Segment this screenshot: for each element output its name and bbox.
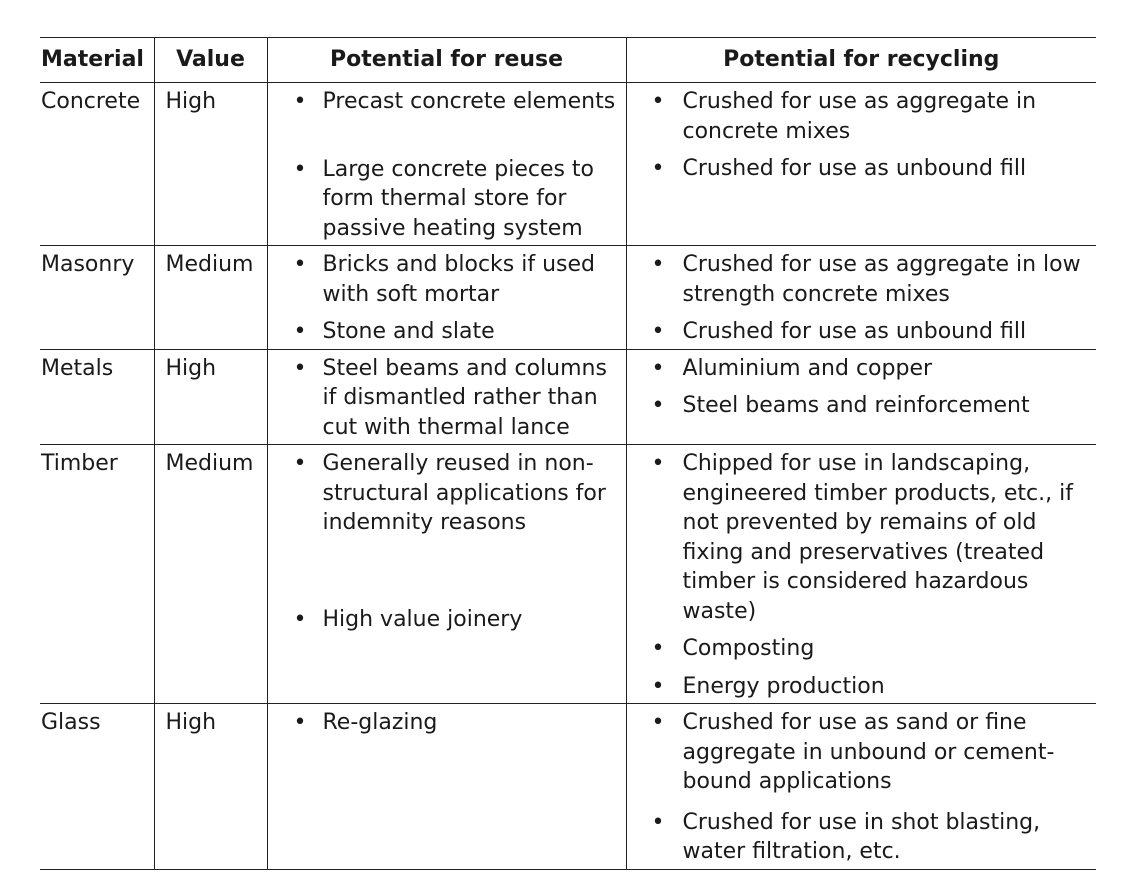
recycling-list — [627, 354, 1097, 421]
reuse-list — [268, 449, 626, 634]
recycling-list — [627, 250, 1097, 347]
reuse-cell — [267, 445, 626, 704]
list-item: • Crushed for use in shot blasting, water filtration, etc. — [627, 808, 1097, 867]
list-item: • Crushed for use as unbound fill — [627, 154, 1097, 184]
list-item: • Crushed for use as sand or fine aggregate in unbound or cement-bound applications — [627, 708, 1097, 797]
recycling-cell — [626, 246, 1096, 350]
table-row — [40, 349, 1096, 445]
list-item: • Crushed for use as aggregate in concrete mixes — [627, 87, 1097, 146]
list-item: • Chipped for use in landscaping, engineered timber products, etc., if not prevented by remains of old fixing and preservatives (treated timber is considered hazardous waste) — [627, 449, 1097, 626]
reuse-list — [268, 87, 626, 243]
table-body — [40, 83, 1096, 870]
recycling-cell — [626, 83, 1096, 246]
recycling-cell — [626, 349, 1096, 445]
list-item: • Crushed for use as aggregate in low strength concrete mixes — [627, 250, 1097, 309]
material-cell: Masonry — [40, 246, 154, 350]
value-cell: Medium — [154, 445, 267, 704]
reuse-list — [268, 250, 626, 347]
header-recycling: Potential for recycling — [626, 38, 1096, 83]
recycling-cell — [626, 704, 1096, 870]
material-cell: Concrete — [40, 83, 154, 246]
header-value: Value — [154, 38, 267, 83]
material-cell: Glass — [40, 704, 154, 870]
value-cell: High — [154, 704, 267, 870]
recycling-list — [627, 449, 1097, 701]
table-row — [40, 246, 1096, 350]
reuse-cell — [267, 83, 626, 246]
header-reuse: Potential for reuse — [267, 38, 626, 83]
header-material: Material — [40, 38, 154, 83]
list-item: • Precast concrete elements — [268, 87, 626, 117]
reuse-cell — [267, 349, 626, 445]
recycling-list — [627, 708, 1097, 867]
material-cell: Timber — [40, 445, 154, 704]
list-item: • Crushed for use as unbound fill — [627, 317, 1097, 347]
list-item: • Steel beams and columns if dismantled rather than cut with thermal lance — [268, 354, 626, 443]
list-item: • Aluminium and copper — [627, 354, 1097, 384]
value-cell: Medium — [154, 246, 267, 350]
list-item: • Composting — [627, 634, 1097, 664]
value-cell: High — [154, 349, 267, 445]
list-item: • Steel beams and reinforcement — [627, 391, 1097, 421]
reuse-list — [268, 354, 626, 443]
list-item: • Large concrete pieces to form thermal store for passive heating system — [268, 155, 626, 244]
materials-table — [40, 37, 1096, 870]
recycling-cell — [626, 445, 1096, 704]
list-item: • High value joinery — [268, 605, 626, 635]
reuse-cell — [267, 704, 626, 870]
list-item: • Bricks and blocks if used with soft mortar — [268, 250, 626, 309]
reuse-cell — [267, 246, 626, 350]
material-cell: Metals — [40, 349, 154, 445]
list-item: • Energy production — [627, 672, 1097, 702]
header-row — [40, 38, 1096, 83]
table-header — [40, 38, 1096, 83]
table-row — [40, 445, 1096, 704]
list-item: • Re-glazing — [268, 708, 626, 738]
table-row — [40, 83, 1096, 246]
recycling-list — [627, 87, 1097, 184]
list-item: • Stone and slate — [268, 317, 626, 347]
table-row — [40, 704, 1096, 870]
value-cell: High — [154, 83, 267, 246]
reuse-list — [268, 708, 626, 738]
list-item: • Generally reused in non-structural applications for indemnity reasons — [268, 449, 626, 538]
